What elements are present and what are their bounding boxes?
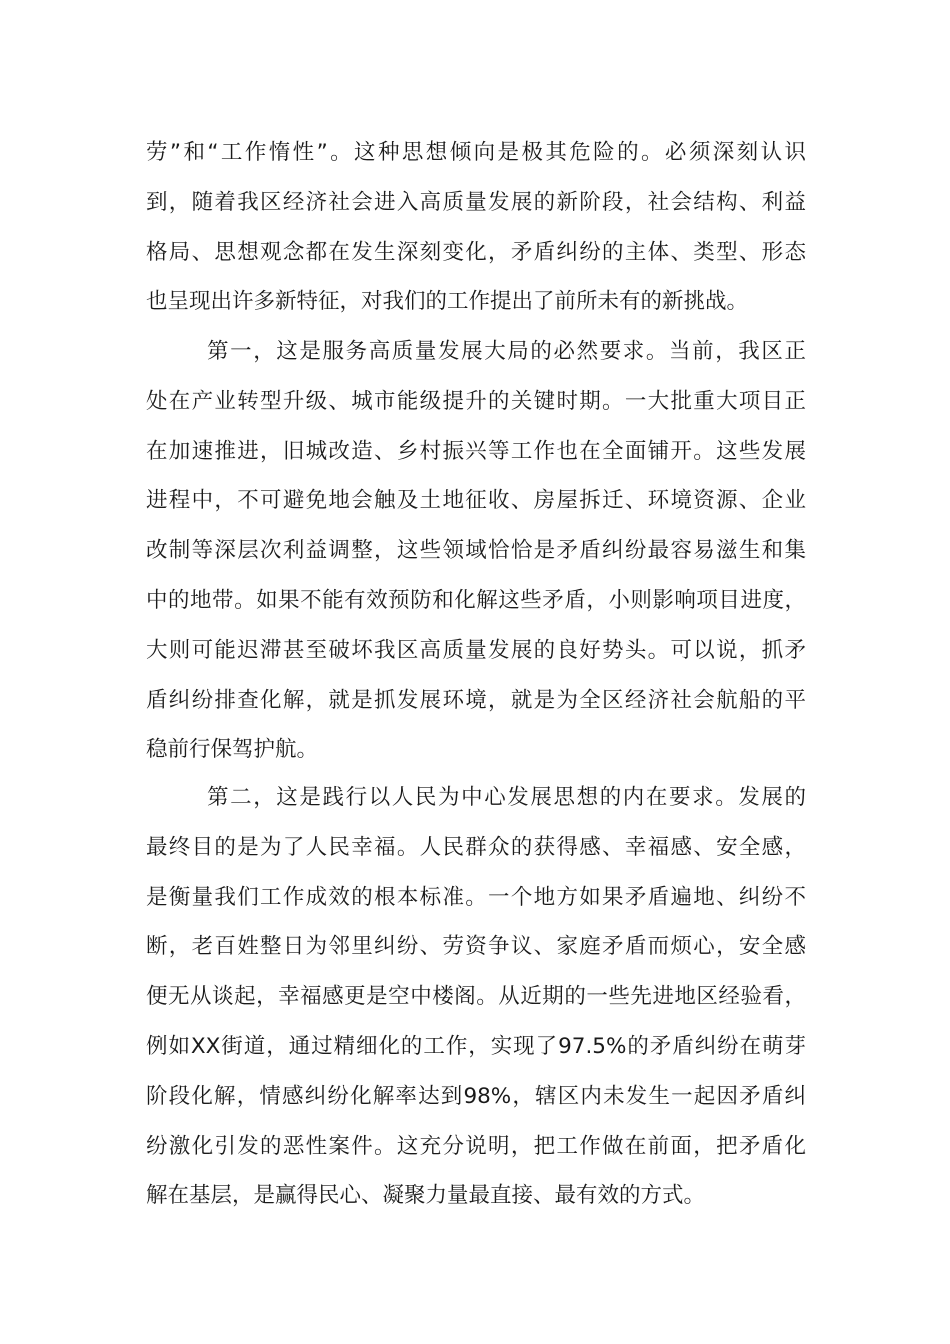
paragraph-line: 盾纠纷排查化解，就是抓发展环境，就是为全区经济社会航船的平 — [146, 687, 806, 713]
paragraph-line: 是衡量我们工作成效的根本标准。一个地方如果矛盾遍地、纠纷不 — [146, 884, 806, 910]
paragraph-line: 进程中，不可避免地会触及土地征收、房屋拆迁、环境资源、企业 — [146, 488, 806, 514]
paragraph-1 — [146, 128, 806, 327]
paragraph-line: 劳”和“工作惰性”。这种思想倾向是极其危险的。必须深刻认识 — [146, 140, 806, 165]
paragraph-line: 断，老百姓整日为邻里纠纷、劳资争议、家庭矛盾而烦心，安全感 — [146, 934, 806, 960]
paragraph-line: 中的地带。如果不能有效预防和化解这些矛盾，小则影响项目进度， — [146, 587, 806, 613]
paragraph-line: 例如XX街道，通过精细化的工作，实现了97.5%的矛盾纠纷在萌芽 — [146, 1033, 806, 1059]
paragraph-line: 在加速推进，旧城改造、乡村振兴等工作也在全面铺开。这些发展 — [146, 438, 806, 464]
paragraph-line: 格局、思想观念都在发生深刻变化，矛盾纠纷的主体、类型、形态 — [146, 239, 806, 265]
paragraph-line: 处在产业转型升级、城市能级提升的关键时期。一大批重大项目正 — [146, 388, 806, 414]
paragraph-line: 解在基层，是赢得民心、凝聚力量最直接、最有效的方式。 — [146, 1183, 706, 1209]
paragraph-line: 便无从谈起，幸福感更是空中楼阁。从近期的一些先进地区经验看， — [146, 984, 806, 1010]
paragraph-2 — [146, 327, 806, 775]
paragraph-line: 第一，这是服务高质量发展大局的必然要求。当前，我区正 — [207, 339, 806, 364]
paragraph-line: 到，随着我区经济社会进入高质量发展的新阶段，社会结构、利益 — [146, 189, 806, 215]
paragraph-line: 稳前行保驾护航。 — [146, 737, 319, 763]
paragraph-line: 大则可能迟滞甚至破坏我区高质量发展的良好势头。可以说，抓矛 — [146, 637, 806, 663]
paragraph-3 — [146, 773, 806, 1221]
paragraph-line: 最终目的是为了人民幸福。人民群众的获得感、幸福感、安全感， — [146, 834, 806, 860]
paragraph-line: 阶段化解，情感纠纷化解率达到98%，辖区内未发生一起因矛盾纠 — [146, 1083, 806, 1109]
paragraph-line: 改制等深层次利益调整，这些领域恰恰是矛盾纠纷最容易滋生和集 — [146, 538, 806, 564]
paragraph-line: 第二，这是践行以人民为中心发展思想的内在要求。发展的 — [207, 785, 806, 810]
paragraph-line: 也呈现出许多新特征，对我们的工作提出了前所未有的新挑战。 — [146, 289, 749, 315]
paragraph-line: 纷激化引发的恶性案件。这充分说明，把工作做在前面，把矛盾化 — [146, 1133, 806, 1159]
